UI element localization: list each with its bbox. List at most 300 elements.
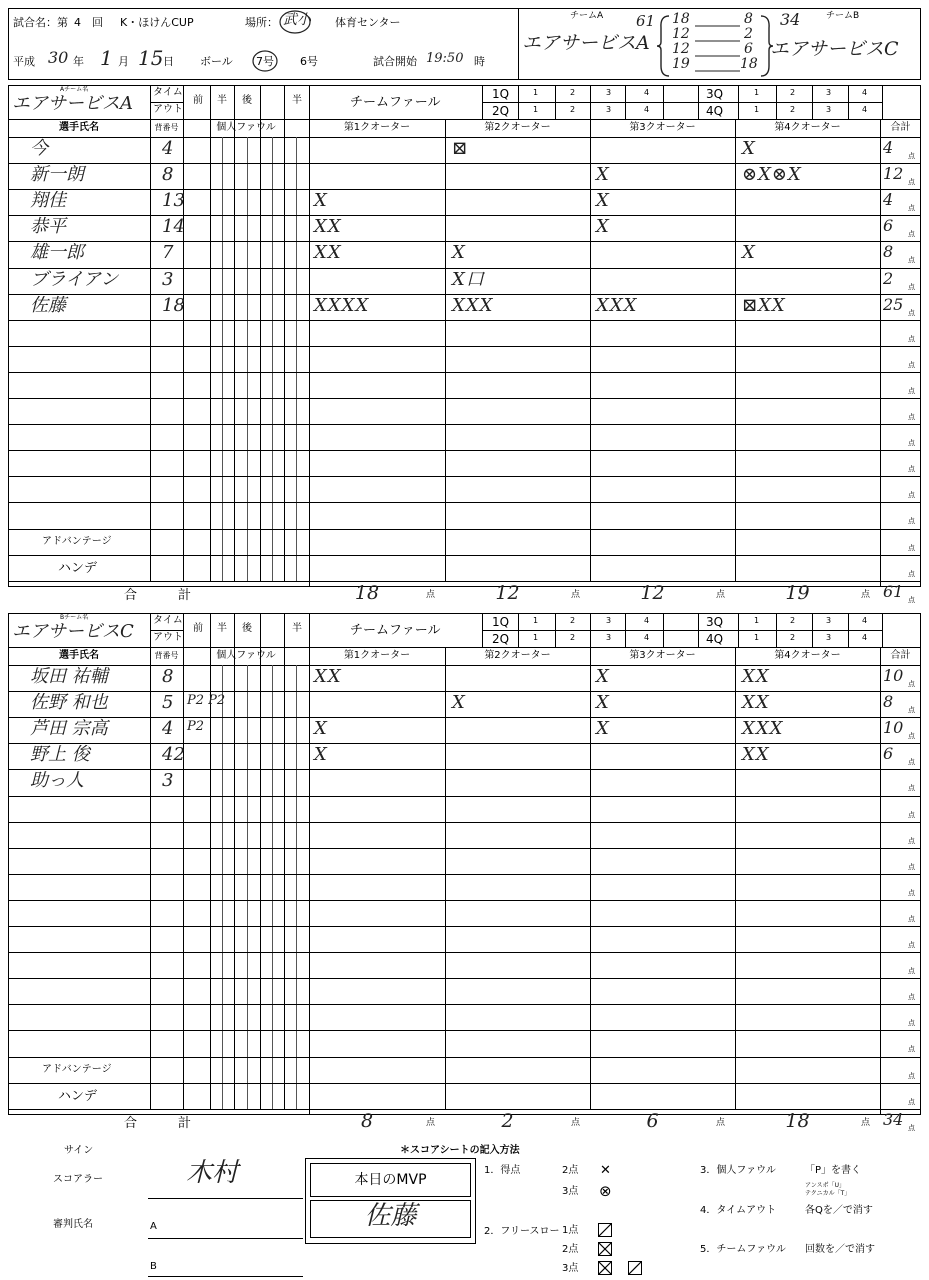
- teamB-player-q1-2: X: [314, 718, 328, 740]
- teamB-row-line-10: [8, 926, 921, 927]
- q3-score-b: 6: [744, 41, 753, 57]
- teamB-point-unit-5: 点: [908, 810, 915, 819]
- teamB-name-handwritten: エアサービスC: [770, 38, 899, 60]
- teamA-q-total-1: 12: [495, 581, 520, 604]
- teamA-player-q4-6: ⊠XX: [742, 294, 786, 316]
- teamA-advantage: アドバンテージ: [42, 535, 112, 547]
- teamB-tf-num-c-3: 4: [862, 616, 868, 625]
- teamB-row-line-13: [8, 1004, 921, 1005]
- circled-x-icon: ⊗: [599, 1182, 612, 1200]
- teamB-timeout-1: タイム: [153, 615, 183, 626]
- crossed-box-icon-2: [598, 1261, 612, 1275]
- teamA-player-name-5: ブライアン: [30, 268, 119, 290]
- howto-3-small-2: テクニカル「T」: [805, 1190, 851, 1197]
- teamA-col-number: 背番号: [154, 123, 179, 132]
- teamA-grand-total-unit: 点: [908, 595, 915, 604]
- teamB-player-total-2: 10: [883, 718, 904, 738]
- teamA-point-unit-1: 点: [908, 178, 915, 187]
- teamA-tf-num-d-2: 3: [826, 105, 832, 114]
- scorer-label: スコアラー: [53, 1174, 103, 1185]
- teamB-col-q2: 第2クオーター: [484, 650, 551, 661]
- teamA-timeout-1: タイム: [153, 87, 183, 98]
- teamA-pf-vline-2: [260, 85, 261, 581]
- teamA-point-unit-12: 点: [908, 465, 915, 474]
- teamB-point-unit-8: 点: [908, 888, 915, 897]
- teamB-row-line-17: [8, 1109, 921, 1110]
- header-divider: [518, 8, 519, 80]
- teamA-player-total-1: 12: [883, 164, 904, 184]
- teamB-sum-1: 合: [124, 1115, 138, 1131]
- teamA-player-q1-2: X: [314, 190, 328, 212]
- teamB-row-line-15: [8, 1057, 921, 1058]
- sign-label: サイン: [64, 1145, 94, 1156]
- teamA-row-line-7: [8, 320, 921, 321]
- teamA-label: チームA: [570, 11, 604, 21]
- teamB-q-total-3: 18: [785, 1109, 810, 1132]
- teamB-label: チームB: [826, 11, 860, 21]
- teamA-player-total-3: 6: [883, 216, 894, 236]
- start-handwritten: 19:50: [426, 51, 464, 66]
- teamA-player-q1-4: XX: [314, 242, 342, 264]
- teamB-q3-label: 3Q: [706, 615, 724, 629]
- teamA-team-name-handwritten: エアサービスA: [12, 93, 133, 114]
- teamB-tf-num-c-1: 2: [790, 616, 796, 625]
- teamB-q-total-1: 2: [501, 1109, 514, 1132]
- teamA-player-no-0: 4: [162, 138, 174, 159]
- start-label: 試合開始: [373, 55, 417, 68]
- teamA-hline-header: [8, 119, 921, 120]
- mvp-title: 本日のMVP: [354, 1172, 427, 1188]
- teamB-vline-1: [183, 613, 184, 1109]
- teamB-vline-q0: [309, 613, 310, 1115]
- teamB-point-unit-10: 点: [908, 941, 915, 949]
- teamA-player-q4-4: X: [742, 242, 756, 264]
- teamB-player-fouls-1: P2 P2: [187, 693, 226, 709]
- teamB-pf-minor-3: [296, 665, 297, 1109]
- place-handwritten: 武小: [283, 12, 311, 28]
- teamA-tf-num-c-2: 3: [826, 88, 832, 97]
- howto-2-3pt: 3点: [562, 1263, 579, 1274]
- teamB-row-line-5: [8, 796, 921, 797]
- teamA-row-line-2: [8, 189, 921, 190]
- teamB-player-q2-1: X: [452, 692, 466, 714]
- teamB-pf-minor-0: [222, 665, 223, 1109]
- teamB-pf-vline-1: [234, 613, 235, 1109]
- howto-3-desc: 「P」を書く: [805, 1165, 862, 1176]
- year-label: 年: [73, 55, 84, 68]
- teamB-pf-minor-1: [247, 665, 248, 1109]
- teamA-q1-label: 1Q: [492, 87, 510, 101]
- teamA-tf-num-a-2: 3: [606, 88, 612, 97]
- referee-a-label: A: [150, 1221, 157, 1232]
- teamB-tf-num-c-0: 1: [754, 616, 760, 625]
- teamB-player-fouls-2: P2: [187, 719, 205, 735]
- teamB-player-no-1: 5: [162, 692, 174, 714]
- q1-score-b: 8: [744, 11, 753, 27]
- teamB-point-unit-15: 点: [908, 1071, 915, 1080]
- teamB-tf-num-b-1: 2: [570, 633, 576, 642]
- ball-6: 6号: [300, 55, 318, 68]
- teamA-player-total-2: 4: [883, 190, 894, 210]
- teamB-tf-num-a-3: 4: [644, 616, 650, 625]
- teamB-q2-label: 2Q: [492, 632, 510, 646]
- teamA-point-unit-14: 点: [908, 517, 915, 526]
- teamB-player-q1-3: X: [314, 744, 328, 766]
- teamA-timeout-2: アウト: [153, 104, 183, 115]
- teamA-point-unit-15: 点: [908, 543, 915, 552]
- teamA-player-q4-1: ⊗X⊗X: [742, 164, 802, 186]
- teamB-player-name-3: 野上 俊: [30, 744, 90, 766]
- teamA-player-q3-2: X: [596, 190, 610, 212]
- teamB-team-small-label: Bチーム名: [60, 614, 89, 621]
- teamA-tf-num-b-2: 3: [606, 105, 612, 114]
- teamB-player-no-2: 4: [162, 718, 174, 740]
- teamA-frame: [8, 85, 921, 587]
- teamB-tf-num-b-2: 3: [606, 633, 612, 642]
- teamB-player-no-3: 42: [162, 744, 185, 766]
- teamB-player-q4-3: XX: [742, 744, 770, 766]
- teamA-player-total-5: 2: [883, 268, 894, 288]
- teamA-player-q2-5: X口: [452, 268, 485, 290]
- era-label: 平成: [13, 55, 35, 68]
- teamB-tf-v11: [882, 613, 883, 647]
- teamB-player-q4-2: XXX: [742, 718, 784, 740]
- teamA-row-line-13: [8, 476, 921, 477]
- slashed-box-icon: [598, 1223, 612, 1237]
- teamB-row-line-14: [8, 1030, 921, 1031]
- howto-5: 5．チームファウル: [700, 1244, 786, 1255]
- teamA-player-name-3: 恭平: [30, 216, 66, 238]
- teamA-first: 前: [193, 95, 203, 106]
- teamB-player-q3-1: X: [596, 692, 610, 714]
- teamA-point-unit-11: 点: [908, 439, 915, 448]
- teamA-point-unit-7: 点: [908, 334, 915, 343]
- teamB-point-unit-6: 点: [908, 836, 915, 845]
- howto-2-2pt: 2点: [562, 1244, 579, 1255]
- month-handwritten: 1: [100, 46, 113, 70]
- teamA-to-h: [150, 102, 183, 103]
- howto-1: 1．得点: [484, 1165, 521, 1176]
- teamB-player-name-0: 坂田 祐輔: [30, 666, 108, 687]
- match-unit: 回: [92, 16, 103, 29]
- teamA-row-line-3: [8, 215, 921, 216]
- howto-4: 4．タイムアウト: [700, 1205, 777, 1216]
- howto-2: 2．フリースロー: [484, 1226, 560, 1237]
- teamB-row-line-7: [8, 848, 921, 849]
- howto-4-desc: 各Qを／で消す: [805, 1205, 873, 1216]
- teamA-player-no-1: 8: [162, 164, 174, 186]
- teamA-tf-v11: [882, 85, 883, 119]
- teamA-row-line-16: [8, 555, 921, 556]
- teamA-tf-num-a-3: 4: [644, 88, 650, 97]
- teamB-q-total-unit-2: 点: [716, 1117, 726, 1128]
- teamB-vline-0: [150, 613, 151, 1109]
- ball-label: ボール: [200, 55, 233, 68]
- teamA-point-unit-6: 点: [908, 308, 915, 317]
- teamB-point-unit-7: 点: [908, 862, 915, 871]
- teamB-tf-num-a-1: 2: [570, 616, 576, 625]
- teamB-half2: 半: [292, 623, 302, 634]
- teamA-half2: 半: [292, 95, 302, 106]
- teamB-player-q4-0: XX: [742, 666, 770, 687]
- teamB-team-foul-label: チームファール: [350, 623, 441, 638]
- teamB-grand-total: 34: [883, 1109, 904, 1129]
- start-unit: 時: [474, 55, 485, 68]
- teamA-q3-label: 3Q: [706, 87, 724, 101]
- teamA-pf-vline-0: [210, 85, 211, 581]
- day-handwritten: 15: [138, 46, 164, 70]
- howto-3: 3．個人ファウル: [700, 1165, 776, 1176]
- teamA-point-unit-9: 点: [908, 386, 915, 395]
- teamA-q-total-unit-0: 点: [426, 589, 436, 600]
- teamB-tf-h: [482, 630, 882, 631]
- teamB-tf-num-a-0: 1: [533, 616, 539, 625]
- q3-score-a: 12: [672, 41, 690, 57]
- teamB-player-q1-0: XX: [314, 666, 342, 687]
- teamA-q-total-unit-2: 点: [716, 589, 726, 600]
- referee-label: 審判氏名: [53, 1219, 93, 1230]
- teamA-tf-num-a-0: 1: [533, 88, 539, 97]
- scorer-line: [148, 1198, 303, 1199]
- teamB-row-line-6: [8, 822, 921, 823]
- teamA-point-unit-2: 点: [908, 204, 915, 213]
- teamB-tf-num-d-2: 3: [826, 633, 832, 642]
- teamA-tf-num-b-3: 4: [644, 105, 650, 114]
- mvp-handwritten: 佐藤: [364, 1201, 417, 1231]
- teamA-point-unit-4: 点: [908, 256, 915, 265]
- teamA-player-q1-3: XX: [314, 216, 342, 238]
- teamB-player-q4-1: XX: [742, 692, 770, 714]
- teamB-point-unit-11: 点: [908, 967, 915, 976]
- teamA-player-name-2: 翔佳: [30, 190, 66, 212]
- teamA-row-line-8: [8, 346, 921, 347]
- teamB-q-total-2: 6: [646, 1109, 659, 1132]
- teamB-point-unit-9: 点: [908, 914, 915, 923]
- teamB-point-unit-12: 点: [908, 993, 915, 1002]
- teamB-player-no-0: 8: [162, 666, 174, 687]
- teamA-second: 後: [242, 95, 252, 106]
- teamB-col-number: 背番号: [154, 651, 179, 660]
- teamA-col-player: 選手氏名: [59, 122, 99, 133]
- teamA-player-q3-1: X: [596, 164, 610, 186]
- teamA-player-total-0: 4: [883, 138, 894, 157]
- teamA-sum-1: 合: [124, 587, 138, 603]
- teamB-point-unit-16: 点: [908, 1097, 915, 1106]
- referee-a-line: [148, 1238, 303, 1239]
- teamA-player-no-6: 18: [162, 294, 185, 316]
- howto-2-1pt: 1点: [562, 1225, 579, 1236]
- teamB-tf-num-d-0: 1: [754, 633, 760, 642]
- teamB-handicap: ハンデ: [58, 1088, 98, 1104]
- teamA-tf-num-d-1: 2: [790, 105, 796, 114]
- month-label: 月: [118, 55, 129, 68]
- teamA-q-total-3: 19: [785, 581, 810, 604]
- howto-5-desc: 回数を／で消す: [805, 1244, 875, 1255]
- teamA-point-unit-8: 点: [908, 360, 915, 369]
- year-handwritten: 30: [48, 48, 69, 67]
- teamB-player-q3-0: X: [596, 666, 610, 687]
- teamB-tf-num-a-2: 3: [606, 616, 612, 625]
- teamA-tf-num-b-1: 2: [570, 105, 576, 114]
- teamB-col-pf: 個人ファウル: [216, 650, 276, 661]
- teamA-player-total-4: 8: [883, 242, 894, 262]
- howto-1-3pt: 3点: [562, 1186, 579, 1197]
- place-circle-mark: [276, 8, 316, 38]
- teamA-player-name-6: 佐藤: [30, 294, 66, 316]
- teamB-row-line-11: [8, 952, 921, 953]
- teamB-pf-minor-2: [272, 665, 273, 1109]
- teamB-grand-total-unit: 点: [908, 1123, 915, 1132]
- teamA-player-total-6: 25: [883, 294, 904, 314]
- teamB-row-line-16: [8, 1083, 921, 1084]
- teamB-col-player: 選手氏名: [59, 650, 99, 661]
- teamA-tf-num-c-0: 1: [754, 88, 760, 97]
- howto-3-small-1: アンスポ「U」: [805, 1182, 845, 1189]
- teamB-q4-label: 4Q: [706, 632, 724, 646]
- teamB-player-name-1: 佐野 和也: [30, 692, 108, 714]
- ball-7-circle-mark: [250, 48, 280, 74]
- teamA-tf-num-a-1: 2: [570, 88, 576, 97]
- teamA-row-line-10: [8, 398, 921, 399]
- teamA-col-total: 合計: [890, 122, 911, 133]
- teamB-team-name-handwritten: エアサービスC: [12, 621, 134, 642]
- teamB-row-line-4: [8, 769, 921, 770]
- teamA-team-foul-label: チームファール: [350, 95, 441, 110]
- slashed-box-icon-2: [628, 1261, 642, 1275]
- teamA-q-total-2: 12: [640, 581, 665, 604]
- teamA-team-small-label: Aチーム名: [60, 86, 89, 93]
- teamA-vline-q0: [309, 85, 310, 587]
- teamB-player-total-3: 6: [883, 744, 894, 764]
- teamB-player-no-4: 3: [162, 770, 174, 792]
- teamA-total-handwritten: 61: [636, 12, 656, 30]
- teamB-advantage: アドバンテージ: [42, 1063, 112, 1075]
- x-mark-icon: ✕: [600, 1163, 611, 1178]
- teamB-sum-2: 計: [178, 1115, 192, 1131]
- teamA-tf-num-d-3: 4: [862, 105, 868, 114]
- howto-1-2pt: 2点: [562, 1165, 579, 1176]
- teamB-second: 後: [242, 623, 252, 634]
- teamB-player-total-0: 10: [883, 666, 904, 685]
- teamA-point-unit-13: 点: [908, 491, 915, 500]
- teamA-point-unit-3: 点: [908, 230, 915, 239]
- teamB-point-unit-1: 点: [908, 706, 915, 715]
- teamB-player-q3-2: X: [596, 718, 610, 740]
- teamB-timeout-2: アウト: [153, 632, 183, 643]
- teamA-player-q1-6: XXXX: [314, 294, 370, 316]
- teamA-tf-num-b-0: 1: [533, 105, 539, 114]
- teamB-pf-vline-0: [210, 613, 211, 1109]
- teamA-pf-minor-0: [222, 137, 223, 581]
- howto-title: ＊スコアシートの記入方法: [400, 1145, 520, 1156]
- teamA-q-total-0: 18: [354, 581, 380, 604]
- teamA-row-line-11: [8, 424, 921, 425]
- teamB-point-unit-0: 点: [908, 680, 915, 688]
- teamB-half1: 半: [217, 623, 227, 634]
- teamA-pf-vline-1: [234, 85, 235, 581]
- teamB-player-name-4: 助っ人: [30, 770, 84, 792]
- scorer-handwritten: 木村: [186, 1158, 239, 1188]
- teamB-total-handwritten: 34: [780, 10, 801, 29]
- teamA-point-unit-16: 点: [908, 569, 915, 578]
- teamB-col-total: 合計: [890, 650, 911, 661]
- teamB-pf-vline-3: [284, 613, 285, 1109]
- teamB-tf-num-d-1: 2: [790, 633, 796, 642]
- teamA-handicap: ハンデ: [58, 560, 98, 576]
- teamA-player-no-2: 13: [162, 190, 185, 212]
- day-label: 日: [163, 55, 174, 68]
- teamA-grand-total: 61: [883, 581, 904, 601]
- teamB-player-total-1: 8: [883, 692, 894, 712]
- referee-b-label: B: [150, 1261, 157, 1272]
- teamB-tf-num-b-3: 4: [644, 633, 650, 642]
- teamA-col-q4: 第4クオーター: [774, 122, 841, 133]
- teamA-pf-minor-3: [296, 137, 297, 581]
- teamB-frame: [8, 613, 921, 1115]
- q1-score-a: 18: [672, 11, 690, 27]
- teamA-tf-num-d-0: 1: [754, 105, 760, 114]
- match-no: 4: [74, 16, 81, 29]
- teamA-player-no-3: 14: [162, 216, 185, 238]
- teamA-pf-minor-2: [272, 137, 273, 581]
- teamB-row-line-2: [8, 717, 921, 718]
- teamA-player-q4-0: X: [742, 138, 756, 159]
- q4-score-a: 19: [672, 56, 690, 72]
- teamA-q-total-unit-3: 点: [861, 589, 871, 600]
- teamB-q-total-0: 8: [360, 1109, 374, 1132]
- teamB-tf-num-b-0: 1: [533, 633, 539, 642]
- teamB-point-unit-3: 点: [908, 758, 915, 767]
- teamB-q-total-unit-0: 点: [426, 1117, 436, 1128]
- teamB-point-unit-4: 点: [908, 784, 915, 793]
- teamA-vline-1: [183, 85, 184, 581]
- teamB-row-line-3: [8, 743, 921, 744]
- teamA-col-pf: 個人ファウル: [216, 122, 276, 133]
- teamA-tf-h: [482, 102, 882, 103]
- q2-score-b: 2: [744, 26, 753, 42]
- teamA-tf-num-c-1: 2: [790, 88, 796, 97]
- teamA-vline-0: [150, 85, 151, 581]
- teamB-point-unit-13: 点: [908, 1019, 915, 1028]
- teamA-player-name-0: 今: [30, 138, 48, 159]
- teamB-row-line-12: [8, 978, 921, 979]
- teamB-q-total-unit-3: 点: [861, 1117, 871, 1128]
- teamA-player-q2-6: XXX: [452, 294, 494, 316]
- teamA-player-q2-4: X: [452, 242, 466, 264]
- teamB-first: 前: [193, 623, 203, 634]
- teamB-row-line-8: [8, 874, 921, 875]
- match-name: K・ほけんCUP: [120, 16, 194, 29]
- teamA-name-handwritten: エアサービスA: [522, 32, 650, 54]
- teamB-q-total-unit-1: 点: [571, 1117, 581, 1128]
- teamB-col-q4: 第4クオーター: [774, 650, 841, 661]
- teamA-row-line-14: [8, 502, 921, 503]
- teamB-pf-vline-2: [260, 613, 261, 1109]
- teamB-player-name-2: 芦田 宗高: [30, 718, 108, 740]
- teamA-pf-vline-3: [284, 85, 285, 581]
- ball-7: 7号: [256, 55, 274, 68]
- teamA-player-name-1: 新一朗: [30, 164, 84, 186]
- teamB-point-unit-2: 点: [908, 732, 915, 741]
- q4-score-b: 18: [740, 56, 758, 72]
- teamA-col-q1: 第1クオーター: [343, 122, 411, 133]
- teamA-player-q3-3: X: [596, 216, 610, 238]
- teamA-col-q3: 第3クオーター: [629, 122, 696, 133]
- teamA-point-unit-5: 点: [908, 282, 915, 291]
- teamA-sum-2: 計: [178, 587, 192, 603]
- teamA-player-q2-0: ⊠: [452, 138, 469, 159]
- teamA-point-unit-0: 点: [908, 152, 915, 160]
